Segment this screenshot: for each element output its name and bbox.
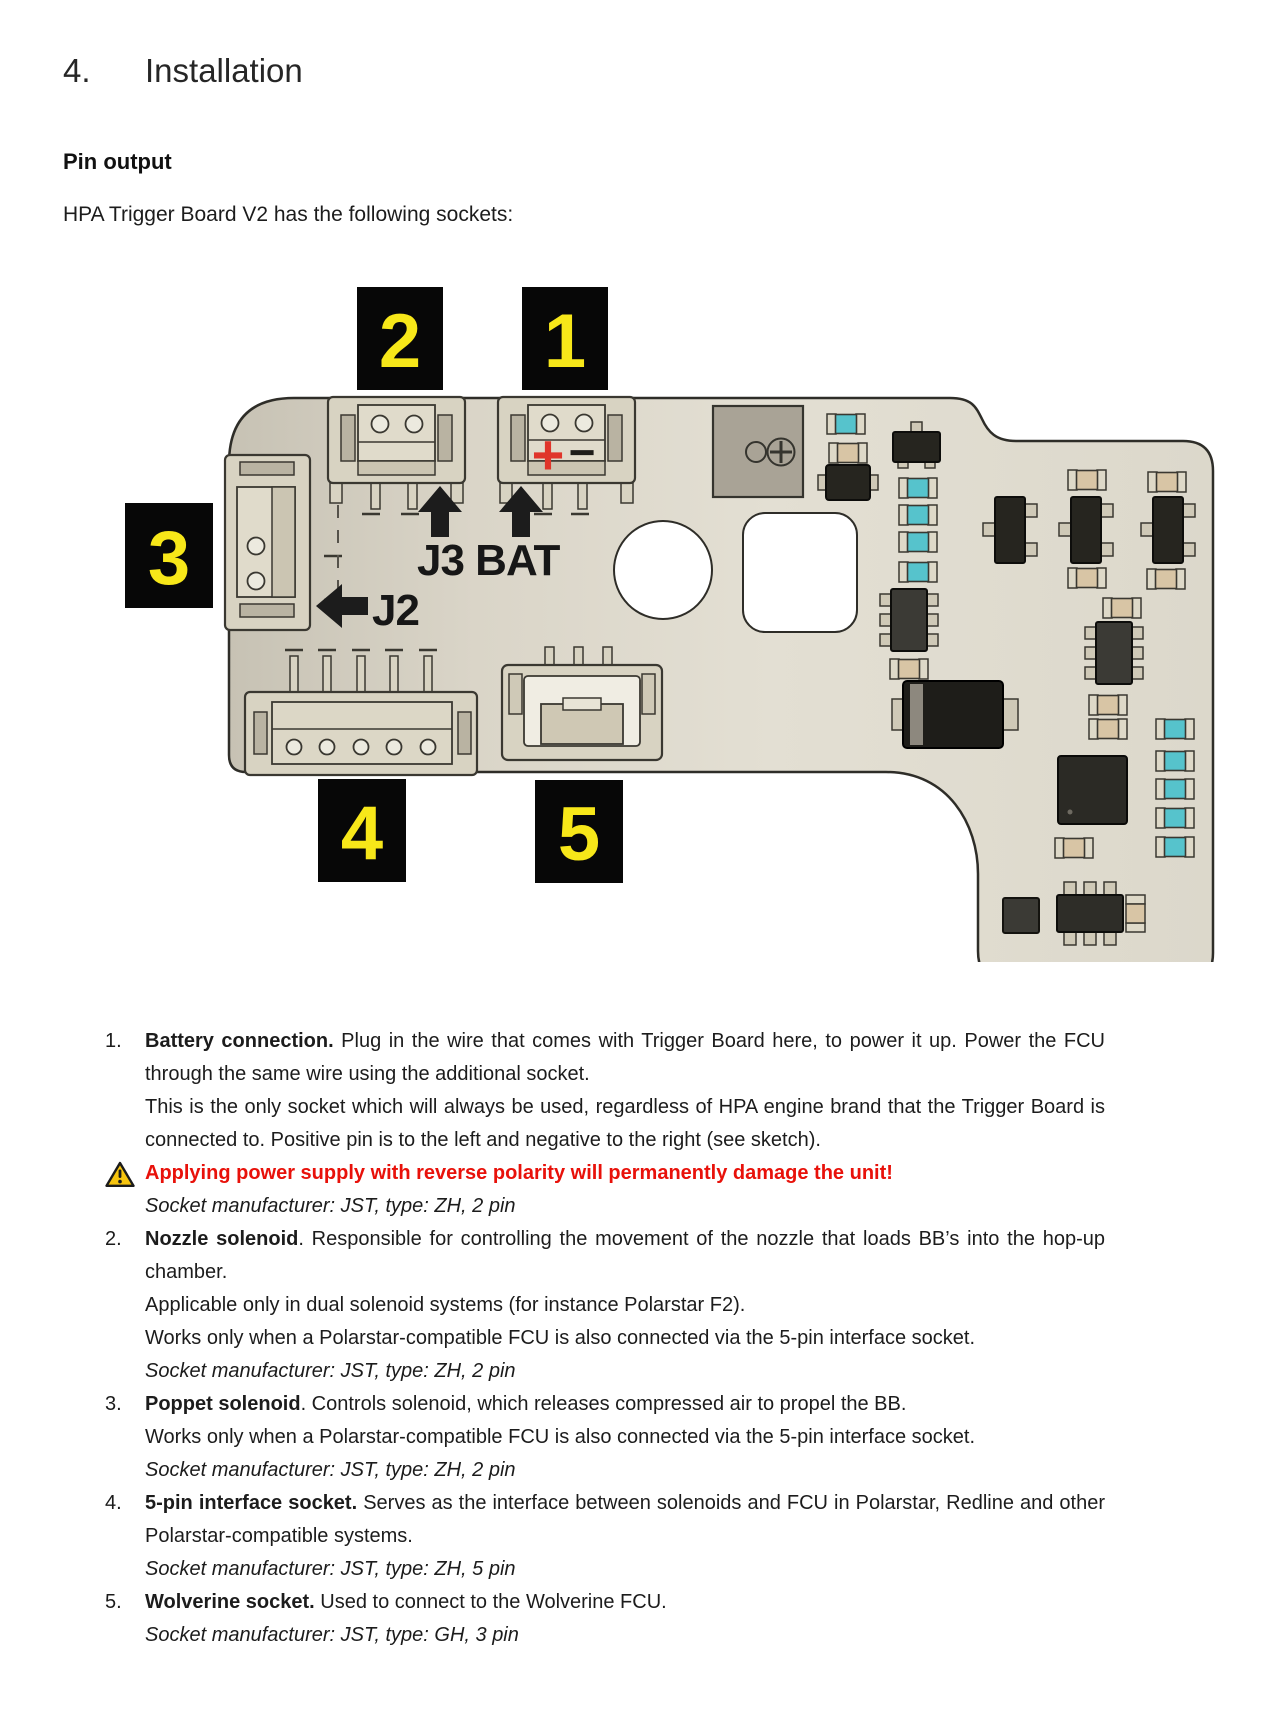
list-item-number: 1. [105,1030,122,1052]
j2-label: J2 [372,586,419,635]
list-item-number: 5. [105,1591,122,1613]
list-item-number: 4. [105,1492,122,1514]
mounting-screw-block [713,406,803,497]
warning-text: Applying power supply with reverse polarity will permanently damage the unit! [145,1162,893,1184]
label-5 [535,780,623,883]
label-4 [318,779,406,882]
warning-line [145,1157,1105,1190]
diode-large [892,681,1018,748]
polarity-plus-mark: + [531,423,565,486]
svg-text:2: 2 [378,299,422,384]
wolverine-socket [502,647,662,760]
socket-list [63,1025,1105,1652]
list-item-text: Battery connection. Plug in the wire that comes with Trigger Board here, to power it up. Power the FCU through the same wire using the additional socket. [145,1030,1105,1085]
list-item-text: Wolverine socket. Used to connect to the Wolverine FCU. [145,1591,667,1613]
svg-text:1: 1 [543,299,587,384]
board-hole-square [743,513,857,632]
label-3 [125,503,213,608]
list-item-poppet [63,1388,1105,1487]
page-title: Installation [145,52,303,89]
svg-text:3: 3 [147,516,191,601]
board-diagram [0,250,1284,962]
label-1 [522,287,608,390]
label-2 [357,287,443,390]
resistor-vertical [1126,895,1145,932]
intro-text: HPA Trigger Board V2 has the following sockets: [63,203,514,226]
list-item-text: 5-pin interface socket. Serves as the interface between solenoids and FCU in Polarstar, Redline and other Polarstar-compatible systems. [145,1492,1105,1547]
list-item-text: Applicable only in dual solenoid systems (for instance Polarstar F2). [145,1294,746,1316]
section-heading: Pin output [63,149,172,174]
svg-text:4: 4 [340,791,384,876]
socket-note: Socket manufacturer: JST, type: ZH, 2 pin [145,1360,516,1382]
socket-note: Socket manufacturer: JST, type: ZH, 5 pin [145,1558,516,1580]
list-item-number: 3. [105,1393,122,1415]
list-item-battery [63,1025,1105,1223]
list-item-number: 2. [105,1228,122,1250]
list-item-interface [63,1487,1105,1586]
chapter-number: 4. [63,52,91,89]
socket-note: Socket manufacturer: JST, type: ZH, 2 pin [145,1195,516,1217]
socket-note: Socket manufacturer: JST, type: ZH, 2 pin [145,1459,516,1481]
socket-note: Socket manufacturer: JST, type: GH, 3 pin [145,1624,519,1646]
list-item-text: This is the only socket which will always be used, regardless of HPA engine brand that the Trigger Board is connected to. Positive pin is to the left and negative to the right (see sketch). [145,1096,1105,1151]
list-item-nozzle [63,1223,1105,1388]
list-item-wolverine [63,1586,1105,1652]
polarity-minus-mark: − [568,426,596,478]
warning-icon [105,1161,135,1188]
j3-bat-label: J3 BAT [417,536,560,585]
list-item-text: Works only when a Polarstar-compatible FCU is also connected via the 5-pin interface socket. [145,1327,976,1349]
svg-text:5: 5 [557,792,601,877]
list-item-text: Nozzle solenoid. Responsible for controlling the movement of the nozzle that loads BB’s into the hop-up chamber. [145,1228,1105,1283]
board-hole-round [614,521,712,619]
list-item-text: Works only when a Polarstar-compatible FCU is also connected via the 5-pin interface socket. [145,1426,976,1448]
ic-small-square [1003,898,1039,933]
list-item-text: Poppet solenoid. Controls solenoid, which releases compressed air to propel the BB. [145,1393,907,1415]
ic-square [1058,756,1127,824]
diode-small [818,465,878,500]
